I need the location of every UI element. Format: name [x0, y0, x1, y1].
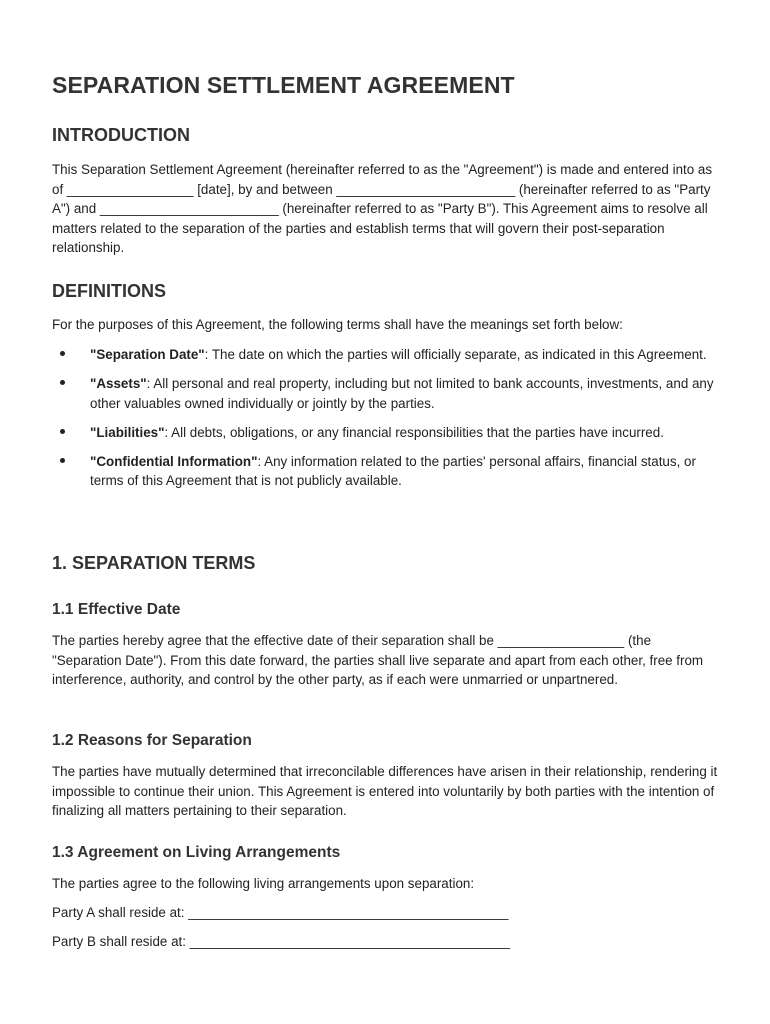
- section1-3-heading: 1.3 Agreement on Living Arrangements: [52, 844, 341, 861]
- definition-term: "Confidential Information": [90, 453, 258, 469]
- document-title: SEPARATION SETTLEMENT AGREEMENT: [52, 72, 515, 98]
- definition-item: [52, 423, 718, 443]
- definition-item: [52, 374, 718, 413]
- bullet-icon: [60, 429, 65, 434]
- definition-text: : All debts, obligations, or any financial responsibilities that the parties have incurred.: [164, 424, 664, 440]
- definition-text: : Any information related to the parties' personal affairs, financial status, or terms of this Agreement that is not publicly available.: [90, 453, 696, 489]
- definition-item: [52, 452, 718, 491]
- bullet-icon: [60, 380, 65, 385]
- definition-term: "Liabilities": [90, 424, 165, 440]
- bullet-icon: [60, 458, 65, 463]
- section1-1-text: The parties hereby agree that the effective date of their separation shall be _________________ (the "Separation Date"). From this date forward, the parties shall live separate and apart from each other, free from interference, authority, and control by the other party, as if each were unmarried or unpartnered.: [52, 633, 704, 688]
- party-b-residence-line: Party B shall reside at: ___________________________________________: [52, 934, 510, 949]
- section1-1-heading: 1.1 Effective Date: [52, 601, 181, 618]
- section1-2-text: The parties have mutually determined that irreconcilable differences have arisen in their relationship, rendering it impossible to continue their union. This Agreement is entered into voluntarily by both parties with the intention of finalizing all matters pertaining to their separation.: [52, 764, 718, 819]
- definitions-heading: DEFINITIONS: [52, 281, 167, 301]
- party-a-residence-line: Party A shall reside at: ___________________________________________: [52, 905, 509, 920]
- section1-2-heading: 1.2 Reasons for Separation: [52, 732, 252, 749]
- definition-term: "Separation Date": [90, 347, 205, 362]
- bullet-icon: [60, 351, 65, 356]
- definitions-list: [52, 345, 718, 501]
- introduction-heading: INTRODUCTION: [52, 125, 190, 145]
- definitions-intro: For the purposes of this Agreement, the following terms shall have the meanings set forth below:: [52, 317, 623, 332]
- definition-term: "Assets": [90, 376, 147, 392]
- section1-3-intro: The parties agree to the following living arrangements upon separation:: [52, 876, 475, 891]
- definition-text: : All personal and real property, including but not limited to bank accounts, investments, and any other valuables owned individually or jointly by the parties.: [90, 376, 714, 411]
- definition-item: [52, 345, 718, 365]
- definition-text: : The date on which the parties will officially separate, as indicated in this Agreement.: [204, 347, 707, 362]
- introduction-text: This Separation Settlement Agreement (hereinafter referred to as the "Agreement") is made and entered into as of _________________ [date], by and between ________________________ (hereinafter referred to as "Party A") and ________________________ (hereinafter referred to as "Party B"). This Agreement aims to resolve all matters related to the separation of the parties and establish terms that will govern their post-separation relationship.: [52, 162, 713, 256]
- section1-heading: 1. SEPARATION TERMS: [52, 553, 256, 573]
